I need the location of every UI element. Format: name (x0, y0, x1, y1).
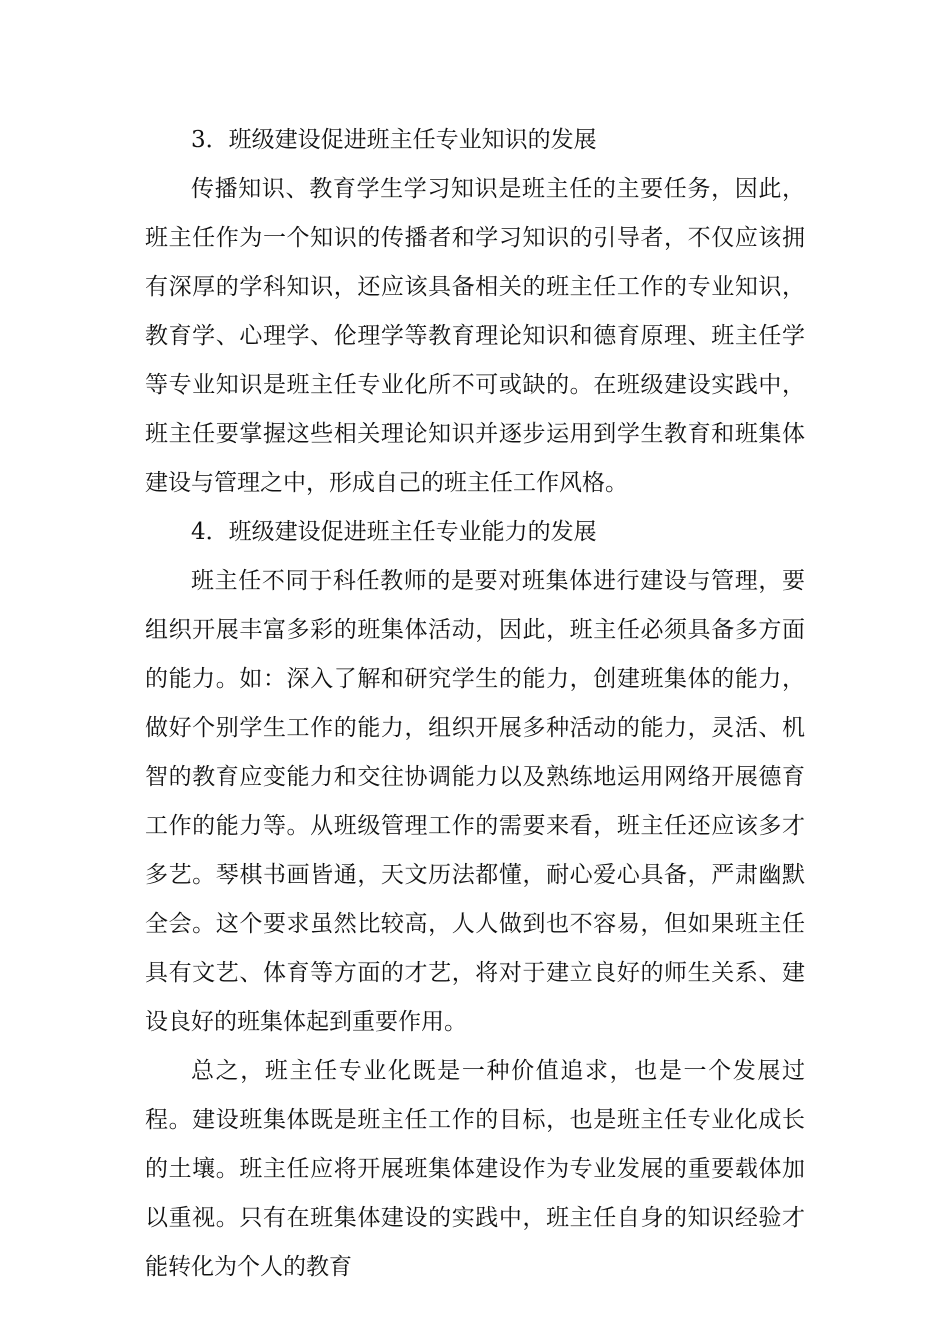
document-page (145, 116, 805, 1292)
section-heading-3: 3．班级建设促进班主任专业知识的发展 (191, 127, 597, 153)
paragraph-knowledge: 传播知识、教育学生学习知识是班主任的主要任务，因此，班主任作为一个知识的传播者和学习知识的引导者，不仅应该拥有深厚的学科知识，还应该具备相关的班主任工作的专业知识，教育学、心理学、伦理学等教育理论知识和德育原理、班主任学等专业知识是班主任专业化所不可或缺的。在班级建设实践中，班主任要掌握这些相关理论知识并逐步运用到学生教育和班集体建设与管理之中，形成自己的班主任工作风格。 (145, 176, 805, 496)
section-heading-4: 4．班级建设促进班主任专业能力的发展 (191, 519, 597, 545)
paragraph-summary: 总之，班主任专业化既是一种价值追求，也是一个发展过程。建设班集体既是班主任工作的目标，也是班主任专业化成长的土壤。班主任应将开展班集体建设作为专业发展的重要载体加以重视。只有在班集体建设的实践中，班主任自身的知识经验才能转化为个人的教育 (145, 1058, 805, 1280)
paragraph-ability: 班主任不同于科任教师的是要对班集体进行建设与管理，要组织开展丰富多彩的班集体活动，因此，班主任必须具备多方面的能力。如：深入了解和研究学生的能力，创建班集体的能力，做好个别学生工作的能力，组织开展多种活动的能力，灵活、机智的教育应变能力和交往协调能力以及熟练地运用网络开展德育工作的能力等。从班级管理工作的需要来看，班主任还应该多才多艺。琴棋书画皆通，天文历法都懂，耐心爱心具备，严肃幽默全会。这个要求虽然比较高，人人做到也不容易，但如果班主任具有文艺、体育等方面的才艺，将对于建立良好的师生关系、建设良好的班集体起到重要作用。 (145, 568, 805, 1035)
